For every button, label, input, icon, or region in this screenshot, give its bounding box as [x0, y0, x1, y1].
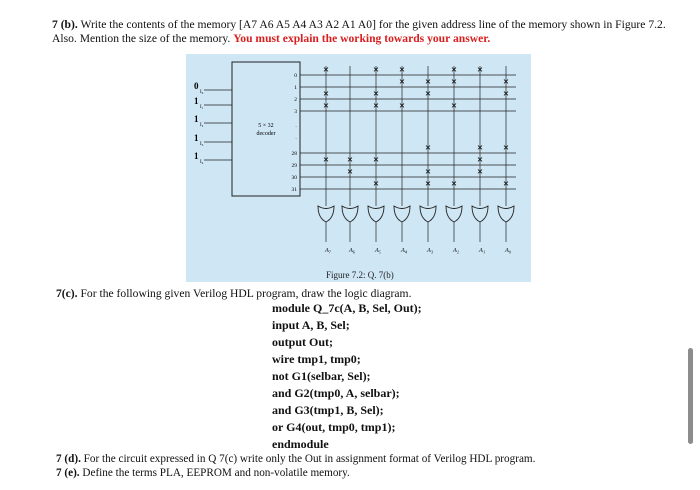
decoder-output-label: 28	[291, 151, 297, 157]
decoder-label: decoder	[256, 131, 276, 137]
memory-diagram	[186, 54, 531, 282]
connection-mark: ×	[450, 100, 458, 112]
connection-mark: ×	[424, 88, 432, 100]
or-gate	[446, 206, 462, 222]
input-subscript: I₂	[200, 123, 204, 128]
input-value: 1	[194, 151, 199, 161]
connection-mark: ×	[398, 76, 406, 88]
input-value: 1	[194, 96, 199, 106]
question-7b-text: Write the contents of the memory [A7 A6 A5 A4 A3 A2 A1 A0] for the given address line of the memory shown in Figure 7.2. Also. Mention the size of the memory.	[52, 18, 666, 45]
connection-mark: ×	[476, 166, 484, 178]
decoder-size-label: 5 × 32	[258, 123, 274, 129]
connection-mark: ×	[424, 76, 432, 88]
or-gate	[472, 206, 488, 222]
connection-mark: ×	[476, 142, 484, 154]
decoder-output-label: 31	[291, 187, 297, 193]
scrollbar-thumb[interactable]	[688, 348, 693, 444]
questions-footer	[56, 452, 535, 480]
input-subscript: I₀	[200, 90, 204, 95]
connection-mark: ×	[476, 64, 484, 76]
connection-mark: ×	[502, 88, 510, 100]
code-line: and G3(tmp1, B, Sel);	[272, 403, 384, 417]
input-subscript: I₄	[200, 160, 204, 165]
question-7d	[56, 452, 535, 466]
or-gate	[368, 206, 384, 222]
or-gate	[318, 206, 334, 222]
connection-mark: ×	[502, 76, 510, 88]
decoder-output-label: 29	[291, 163, 297, 169]
connection-mark: ×	[372, 64, 380, 76]
code-line: input A, B, Sel;	[272, 318, 350, 332]
connection-mark: ×	[502, 142, 510, 154]
column-label: A₆	[348, 247, 356, 254]
question-7c-text: For the following given Verilog HDL program, draw the logic diagram.	[80, 287, 412, 300]
connection-mark: ×	[346, 166, 354, 178]
connection-mark: ×	[322, 100, 330, 112]
question-7c-label: 7(c).	[56, 287, 78, 300]
connection-mark: ×	[424, 178, 432, 190]
question-7e-label: 7 (e).	[56, 467, 80, 479]
code-line: endmodule	[272, 437, 329, 451]
code-line: module Q_7c(A, B, Sel, Out);	[272, 301, 422, 315]
or-gate	[498, 206, 514, 222]
column-label: A₅	[374, 247, 382, 254]
question-7c	[56, 287, 411, 300]
connection-mark: ×	[372, 88, 380, 100]
figure-caption: Figure 7.2: Q. 7(b)	[326, 270, 394, 280]
connection-mark: ×	[424, 166, 432, 178]
column-label: A₃	[426, 247, 434, 254]
code-line: not G1(selbar, Sel);	[272, 369, 371, 383]
question-7b-label: 7 (b).	[52, 18, 78, 31]
or-gate	[420, 206, 436, 222]
question-7b-emphasis: You must explain the working towards your answer.	[233, 32, 491, 45]
decoder-output-label: 30	[291, 175, 297, 181]
connection-mark: ×	[346, 154, 354, 166]
decoder-output-label: ·	[295, 136, 297, 142]
question-7b	[52, 18, 677, 46]
input-value: 1	[194, 114, 199, 124]
connection-mark: ×	[322, 64, 330, 76]
connection-mark: ×	[450, 64, 458, 76]
column-label: A₄	[400, 247, 408, 254]
question-7e	[56, 466, 535, 480]
input-subscript: I₁	[200, 105, 204, 110]
or-gate	[394, 206, 410, 222]
decoder-output-label: ·	[295, 124, 297, 130]
connection-mark: ×	[322, 88, 330, 100]
column-label: A₀	[504, 247, 512, 254]
connection-mark: ×	[450, 178, 458, 190]
input-subscript: I₃	[200, 142, 204, 147]
verilog-code	[272, 300, 422, 453]
memory-figure	[186, 54, 531, 282]
decoder-output-label: 2	[294, 97, 297, 103]
question-7e-text: Define the terms PLA, EEPROM and non-volatile memory.	[82, 467, 350, 479]
column-label: A₇	[324, 247, 332, 254]
code-line: output Out;	[272, 335, 334, 349]
code-line: and G2(tmp0, A, selbar);	[272, 386, 400, 400]
decoder-block	[232, 62, 300, 196]
decoder-output-label: 1	[294, 85, 297, 91]
connection-mark: ×	[450, 76, 458, 88]
connection-mark: ×	[476, 154, 484, 166]
or-gate	[342, 206, 358, 222]
connection-mark: ×	[502, 178, 510, 190]
input-value: 1	[194, 133, 199, 143]
column-label: A₁	[478, 247, 486, 254]
question-7d-text: For the circuit expressed in Q 7(c) write only the Out in assignment format of Verilog HDL program.	[83, 453, 536, 465]
decoder-output-label: 3	[294, 109, 297, 115]
connection-mark: ×	[398, 64, 406, 76]
connection-mark: ×	[424, 142, 432, 154]
connection-mark: ×	[372, 100, 380, 112]
connection-mark: ×	[398, 100, 406, 112]
connection-mark: ×	[372, 154, 380, 166]
connection-mark: ×	[372, 178, 380, 190]
decoder-output-label: 0	[294, 73, 297, 79]
code-line: wire tmp1, tmp0;	[272, 352, 361, 366]
question-7d-label: 7 (d).	[56, 453, 81, 465]
connection-mark: ×	[322, 154, 330, 166]
input-value: 0	[194, 81, 199, 91]
column-label: A₂	[452, 247, 460, 254]
code-line: or G4(out, tmp0, tmp1);	[272, 420, 396, 434]
